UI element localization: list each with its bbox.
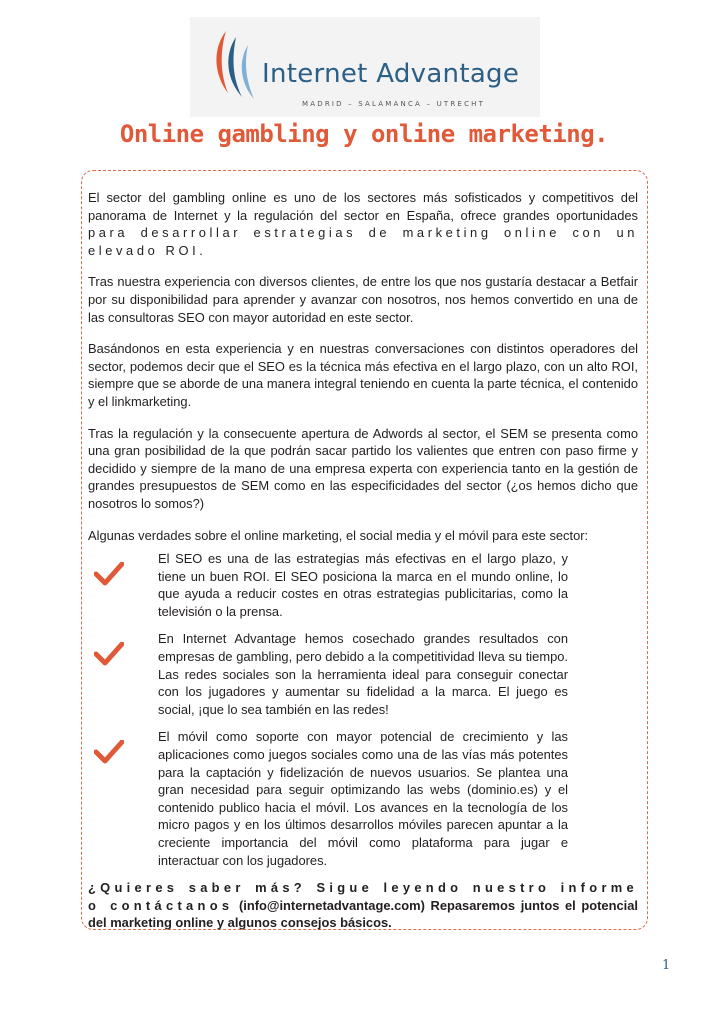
- paragraph-experience: Tras nuestra experiencia con diversos clientes, de entre los que nos gustaría destacar a Betfair por su disponibilidad para aprender y avanzar con nosotros, nos hemos convertido en una de las consultoras SEO con mayor autoridad en este sector.: [88, 274, 638, 325]
- cta-headline: ¿Quieres saber más? Sigue leyendo nuestro informe o contáctanos: [88, 880, 638, 913]
- checkmark-icon: [94, 562, 124, 586]
- list-item: [88, 728, 568, 869]
- page-title: Online gambling y online marketing.: [119, 120, 609, 148]
- checkmark-icon: [94, 642, 124, 666]
- paragraph-intro-text: El sector del gambling online es uno de los sectores más sofisticados y competitivos del panorama de Internet y la regulación del sector en España, ofrece grandes oportunidades: [88, 190, 638, 223]
- paragraph-list-intro: Algunas verdades sobre el online marketing, el social media y el móvil para este sector:: [88, 527, 589, 543]
- cta-text: (info@internetadvantage.com) Repasaremos juntos el potencial del marketing online y algunos consejos básicos.: [88, 897, 638, 931]
- document-body: [88, 189, 638, 946]
- paragraph-intro: [88, 189, 638, 259]
- list-item-text: En Internet Advantage hemos cosechado grandes resultados con empresas de gambling, pero debido a la competitividad lleva su tiempo. Las redes sociales son la herramienta ideal para conseguir conectar con los jugadores y aumentar su fidelidad a la marca. El juego es social, ¡que lo sea también en las redes!: [158, 631, 568, 717]
- list-item: [88, 630, 568, 718]
- list-item: [88, 550, 568, 620]
- sails-logo-icon: [204, 27, 264, 107]
- page-number: 1: [662, 958, 671, 973]
- list-item-text: El SEO es una de las estrategias más efectivas en el largo plazo, y tiene un buen ROI. El SEO posiciona la marca en el mundo online, lo que ayuda a reducir costes en otras estrategias publicitarias, como la televisión o la prensa.: [158, 551, 568, 619]
- logo-cities: MADRID – SALAMANCA – UTRECHT: [302, 100, 486, 108]
- call-to-action: [88, 879, 638, 932]
- paragraph-seo: Basándonos en esta experiencia y en nuestras conversaciones con distintos operadores del sector, podemos decir que el SEO es la técnica más efectiva en el largo plazo, con un alto ROI, siempre que se aborde de una manera integral teniendo en cuenta la parte técnica, el contenido y el linkmarketing.: [88, 341, 638, 409]
- paragraph-intro-last-line: para desarrollar estrategias de marketing online con un elevado ROI.: [88, 225, 638, 258]
- checkmark-icon: [94, 740, 124, 764]
- paragraph-sem: Tras la regulación y la consecuente apertura de Adwords al sector, el SEM se presenta como una gran posibilidad de la que podrán sacar partido los valientes que entren con paso firme y decidido y siempre de la mano de una empresa experta con experiencia tanto en la gestión de grandes presupuestos de SEM como en las especificidades del sector (¿os hemos dicho que nosotros lo somos?): [88, 425, 638, 511]
- list-item-text: El móvil como soporte con mayor potencial de crecimiento y las aplicaciones como juegos sociales como una de las vías más potentes para la captación y fidelización de nuevos usuarios. Se plantea una gran necesidad para seguir optimizando las webs (dominio.es) y el contenido publico hacia el móvil. Los avances en la tecnología de los micro pagos y en los últimos desarrollos móviles parecen apuntar a la creciente importancia del móvil como plataforma para jugar e interactuar con los jugadores.: [158, 729, 568, 868]
- logo-name: Internet Advantage: [262, 59, 520, 89]
- logo: [190, 17, 540, 117]
